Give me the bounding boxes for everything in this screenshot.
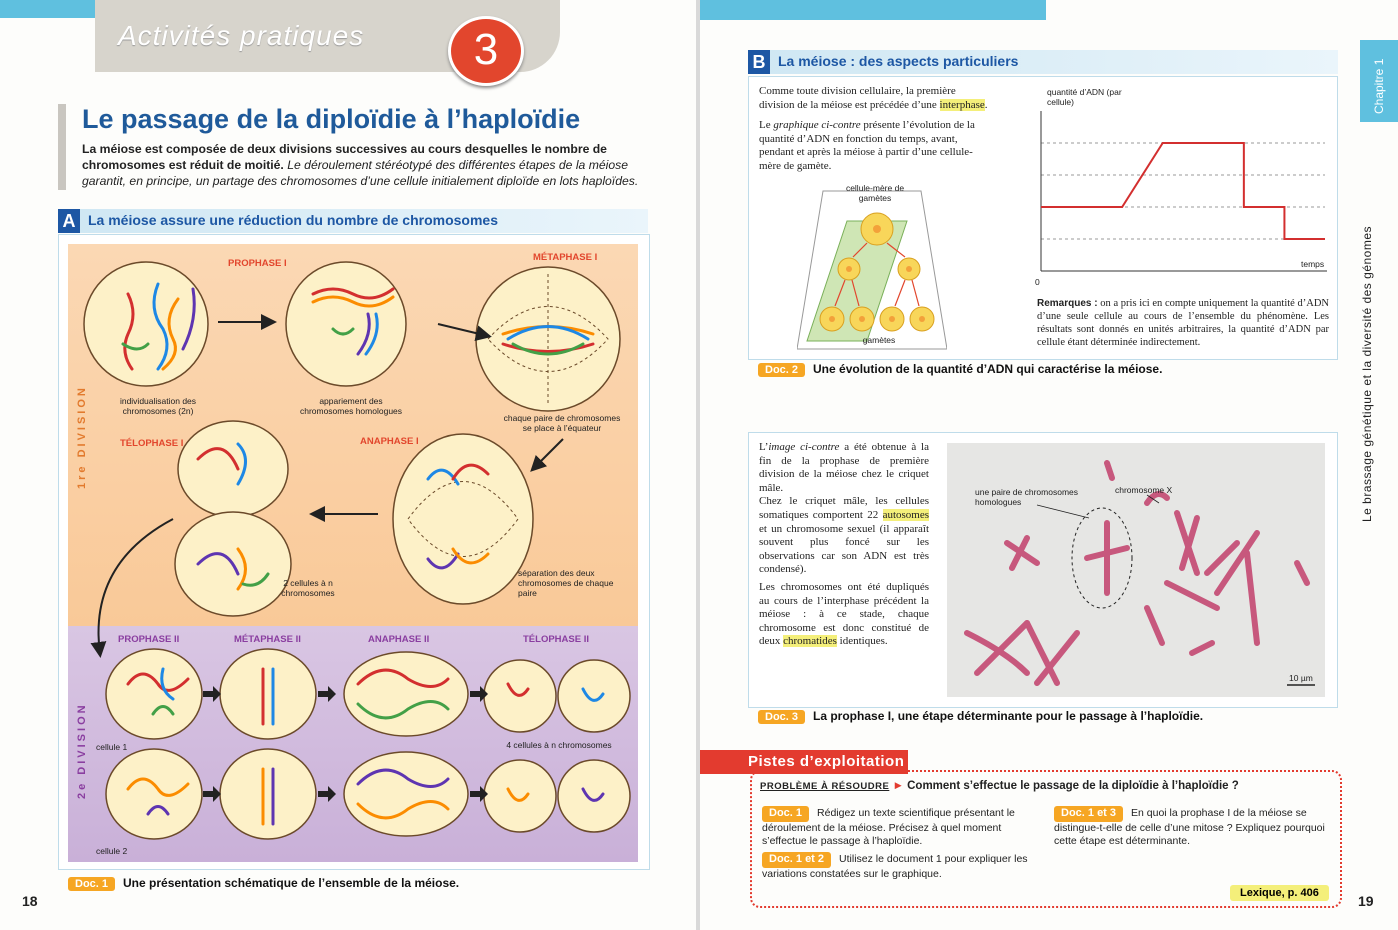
page-title: Le passage de la diploïdie à l’haploïdie (82, 104, 581, 134)
phase-prophase-2: PROPHASE II (118, 634, 180, 645)
b-text2-post: présente l’évolution de la quantité d’ADN en fonction du temps, avant, pendant et après la méiose à partir d’une cellule-mère de gamète. (759, 119, 975, 172)
c-text3-post: identiques. (839, 635, 888, 648)
division-1-label: 1re DIVISION (76, 385, 88, 489)
dna-chart (1039, 111, 1329, 273)
label-cellule-1: cellule 1 (96, 742, 128, 752)
chapter-tab (1360, 40, 1398, 122)
section-b-letter: B (748, 50, 770, 74)
probleme-text: Comment s’effectue le passage de la diploïdie à l’haploïdie ? (907, 780, 1239, 792)
section-a-header (58, 209, 648, 233)
probleme-tag: PROBLÈME À RÉSOUDRE (760, 781, 890, 792)
chapter-subtitle: Le brassage génétique et la diversité des génomes (1360, 225, 1374, 522)
q3-tag: Doc. 1 et 3 (1054, 806, 1123, 822)
meiosis-diagram (68, 244, 638, 862)
label-equateur: chaque paire de chromosomes se place à l’équateur (503, 413, 621, 433)
c-text3-pre: Les chromosomes ont été dupliqués au cours de l’interphase précédent la méiose : à ce stade, chaque chromosome est donc constitué de deux (759, 580, 929, 648)
doc3-box (748, 432, 1338, 708)
pistes-title: Pistes d’exploitation (700, 750, 908, 774)
b-text2-pre: Le (759, 119, 771, 131)
doc3-caption-line (758, 709, 1203, 724)
c-text (759, 441, 929, 649)
left-page (0, 0, 696, 930)
header-title: Activités pratiques (118, 20, 365, 51)
doc2-caption-line (758, 362, 1162, 377)
schema-bottom-label: gamètes (862, 335, 896, 345)
remarques-title: Remarques : (1037, 298, 1098, 309)
gamete-schema (797, 181, 947, 351)
question-3 (1054, 806, 1328, 849)
remarques-text (1037, 297, 1329, 349)
b-text-2 (759, 119, 991, 173)
doc1-caption-line (68, 876, 459, 891)
c-text3 (759, 581, 929, 649)
b-text-1: Comme toute division cellulaire, la première division de la méiose est précédée d’une interphase. (759, 85, 988, 111)
division-2-label: 2e DIVISION (76, 702, 88, 799)
q2-tag: Doc. 1 et 2 (762, 852, 831, 868)
label-4-cellules: 4 cellules à n chromosomes (506, 740, 612, 750)
photo-scale: 10 µm (1289, 673, 1313, 683)
phase-metaphase-2: MÉTAPHASE II (234, 634, 301, 645)
doc3-tag: Doc. 3 (758, 710, 805, 724)
c-text1-pre: L’ (759, 441, 769, 453)
meiosis-svg (68, 244, 638, 862)
c-text2-pre: Chez le criquet mâle, les cellules somatiques comportent 22 (759, 495, 929, 521)
right-header-bar (700, 0, 1046, 20)
dna-series-line (1041, 143, 1325, 239)
doc2-caption: Une évolution de la quantité d’ADN qui caractérise la méiose. (813, 362, 1163, 376)
phase-telophase-1: TÉLOPHASE I (120, 438, 184, 449)
section-a-letter: A (58, 209, 80, 233)
section-b-header (748, 50, 1338, 74)
graph-xlabel: temps (1301, 259, 1325, 269)
section-a-title: La méiose assure une réduction du nombre de chromosomes (88, 212, 498, 228)
chromatides-term[interactable]: chromatides (783, 635, 837, 648)
chromosome-photo (947, 443, 1325, 697)
page-number-left: 18 (22, 893, 38, 909)
c-text1-post: a été obtenue à la fin de la prophase de première division de la méiose chez le criquet mâle. (759, 441, 929, 494)
q3-text: En quoi la prophase I de la méiose se distingue-t-elle de celle d’une mitose ? Expliquez pourquoi cette étape est déterminante. (1054, 807, 1325, 847)
lexique-link[interactable]: Lexique, p. 406 (1230, 885, 1329, 901)
phase-metaphase-1: MÉTAPHASE I (533, 252, 598, 263)
label-appariement: appariement des chromosomes homologues (299, 396, 403, 416)
doc2-box (748, 76, 1338, 360)
label-separation: séparation des deux chromosomes de chaque paire (518, 568, 614, 598)
graph-origin: 0 (1035, 277, 1040, 287)
phase-prophase-1: PROPHASE I (228, 258, 287, 269)
probleme-line (760, 780, 1239, 792)
arrow-right-icon: ► (892, 780, 904, 792)
c-text2-post: et un chromosome sexuel (il apparaît souvent plus foncé sur les observations car son ADN est très condensé). (759, 522, 929, 576)
doc2-tag: Doc. 2 (758, 363, 805, 377)
right-page (700, 0, 1398, 930)
label-individualisation: individualisation des chromosomes (2n) (119, 396, 197, 416)
q2-text: Utilisez le document 1 pour expliquer les variations constatées sur le graphique. (762, 853, 1028, 880)
phase-anaphase-1: ANAPHASE I (360, 436, 419, 447)
phase-telophase-2: TÉLOPHASE II (523, 634, 589, 645)
interphase-term[interactable]: interphase (939, 98, 985, 111)
remarques-body: on a pris ici en compte uniquement la quantité d’ADN d’une seule cellule au cours de l’ensemble du phénomène. Les résultats sont donnés en unités arbitraires, la quantité d’ADN par cellule étant déterminée indirectement. (1037, 298, 1329, 348)
doc1-tag: Doc. 1 (68, 877, 115, 891)
autosomes-term[interactable]: autosomes (882, 508, 930, 521)
q1-tag: Doc. 1 (762, 806, 809, 822)
intro-italic: Le déroulement stéréotypé des différentes étapes de la méiose garantit, en principe, un partage des chromosomes d’une cellule initialement diploïde en lots haploïdes. (82, 158, 639, 188)
chapter-label: Chapitre 1 (1372, 58, 1386, 114)
intro-text (82, 141, 648, 189)
phase-anaphase-2: ANAPHASE II (368, 634, 430, 645)
doc1-caption: Une présentation schématique de l’ensemble de la méiose. (123, 876, 460, 890)
label-2-cellules: 2 cellules à n chromosomes (281, 578, 335, 598)
page-title-block (58, 104, 648, 190)
photo-label-pair: une paire de chromosomes homologues (975, 487, 1079, 507)
question-1 (762, 806, 1034, 849)
activity-number: 3 (448, 16, 524, 86)
schema-top-label: cellule-mère de gamètes (845, 183, 905, 203)
chart-grid (1041, 143, 1325, 239)
photo-label-x: chromosome X (1115, 485, 1173, 495)
intro-bold: La méiose est composée de deux divisions successives au cours desquelles le nombre de chromosomes est réduit de moitié. (82, 142, 607, 172)
q1-text: Rédigez un texte scientifique présentant le déroulement de la méiose. Précisez à quel moment s’effectue le passage à l’haploïdie. (762, 807, 1015, 847)
page-number-right: 19 (1358, 893, 1374, 909)
doc3-caption: La prophase I, une étape déterminante pour le passage à l’haploïdie. (813, 709, 1204, 723)
b-text2-it: graphique ci-contre (773, 119, 861, 131)
question-2 (762, 852, 1034, 881)
c-text1-it: image ci-contre (768, 441, 840, 453)
micrograph (947, 443, 1325, 697)
label-cellule-2: cellule 2 (96, 846, 128, 856)
b-text1-pre: Comme toute division cellulaire, la première division de la méiose est précédée d’une (759, 85, 956, 111)
graph-ylabel: quantité d’ADN (par cellule) (1047, 87, 1122, 107)
section-b-title: La méiose : des aspects particuliers (778, 53, 1019, 69)
